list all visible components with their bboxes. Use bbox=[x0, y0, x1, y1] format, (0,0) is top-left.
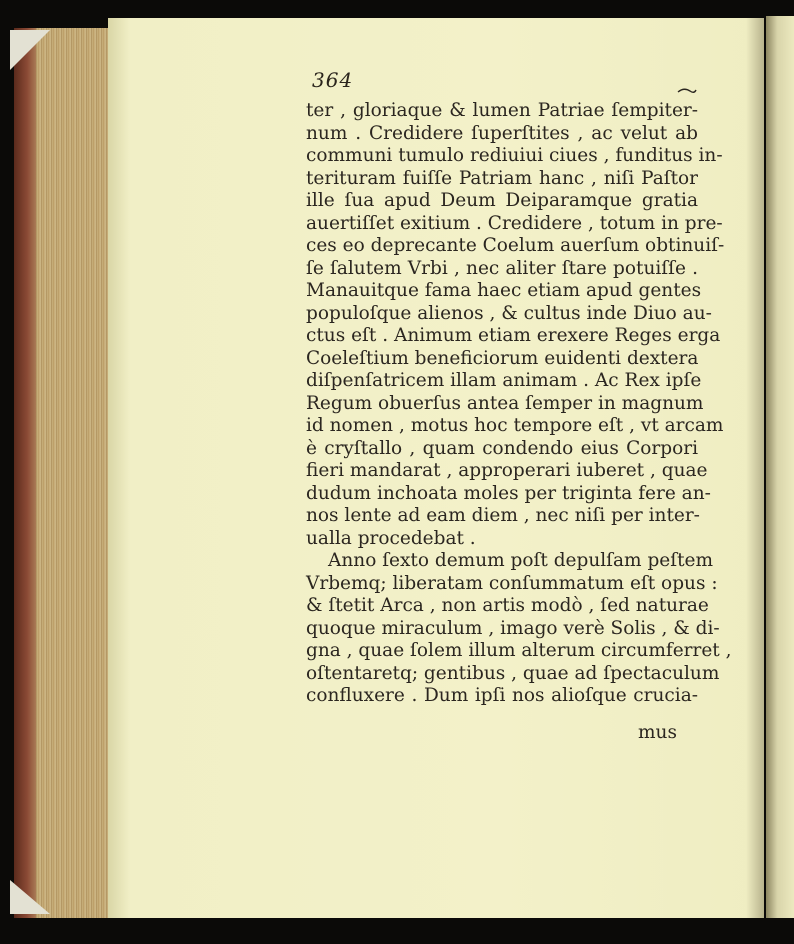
text-line: ter , gloriaque & lumen Patriae ſempiter- bbox=[306, 100, 698, 121]
text-line: num . Credidere ſuperſtites , ac velut ab bbox=[306, 122, 698, 144]
text-line: Coeleſtium beneficiorum euidenti dextera bbox=[306, 347, 699, 369]
text-line: dudum inchoata moles per triginta fere an- bbox=[306, 482, 711, 504]
text-line: ualla procedebat . bbox=[306, 527, 476, 549]
text-line: diſpenſatricem illam animam . Ac Rex ipſe bbox=[306, 370, 702, 391]
text-line: & ſtetit Arca , non artis modò , ſed naturae bbox=[306, 595, 709, 616]
text-line: nos lente ad eam diem , nec niſi per inter- bbox=[306, 505, 700, 526]
text-line: è cryſtallo , quam condendo eius Corpori bbox=[306, 437, 698, 459]
text-line: Manauitque fama haec etiam apud gentes bbox=[306, 280, 702, 301]
facing-page-edge bbox=[766, 16, 794, 918]
text-line: Anno ſexto demum poſt depulſam peſtem bbox=[328, 550, 714, 571]
text-line: ces eo deprecante Coelum auerſum obtinuiſ- bbox=[306, 235, 725, 256]
page-edges bbox=[14, 28, 117, 918]
text-line: id nomen , motus hoc tempore eſt , vt arcam bbox=[306, 415, 724, 436]
text-line: fieri mandarat , approperari iuberet , quae bbox=[306, 460, 708, 481]
text-line: ſe ſalutem Vrbi , nec aliter ſtare potuiſſe . bbox=[306, 257, 698, 279]
page-number: 364 bbox=[312, 68, 354, 92]
catchword: mus bbox=[638, 722, 677, 743]
text-line: gna , quae ſolem illum alterum circumferret , bbox=[306, 640, 732, 661]
text-line: communi tumulo rediuiui ciues , funditus in- bbox=[306, 145, 723, 166]
text-line: Regum obuerſus antea ſemper in magnum bbox=[306, 392, 704, 414]
text-line: confluxere . Dum ipſi nos alioſque crucia- bbox=[306, 685, 698, 706]
text-line: populoſque alienos , & cultus inde Diuo au- bbox=[306, 302, 712, 324]
text-line: oſtentaretq; gentibus , quae ad ſpectaculum bbox=[306, 662, 720, 684]
text-line: auertiſſet exitium . Credidere , totum in pre- bbox=[306, 212, 723, 234]
body-text bbox=[306, 100, 732, 708]
ornament-mark bbox=[676, 86, 698, 96]
text-line: Vrbemq; liberatam conſummatum eſt opus : bbox=[306, 572, 718, 594]
text-line: quoque miraculum , imago verè Solis , & di- bbox=[306, 617, 720, 639]
text-line: ille ſua apud Deum Deiparamque gratia bbox=[306, 190, 698, 211]
text-line: terituram fuiſſe Patriam hanc , niſi Paſtor bbox=[306, 167, 698, 189]
text-line: ctus eſt . Animum etiam erexere Reges erga bbox=[306, 325, 721, 346]
